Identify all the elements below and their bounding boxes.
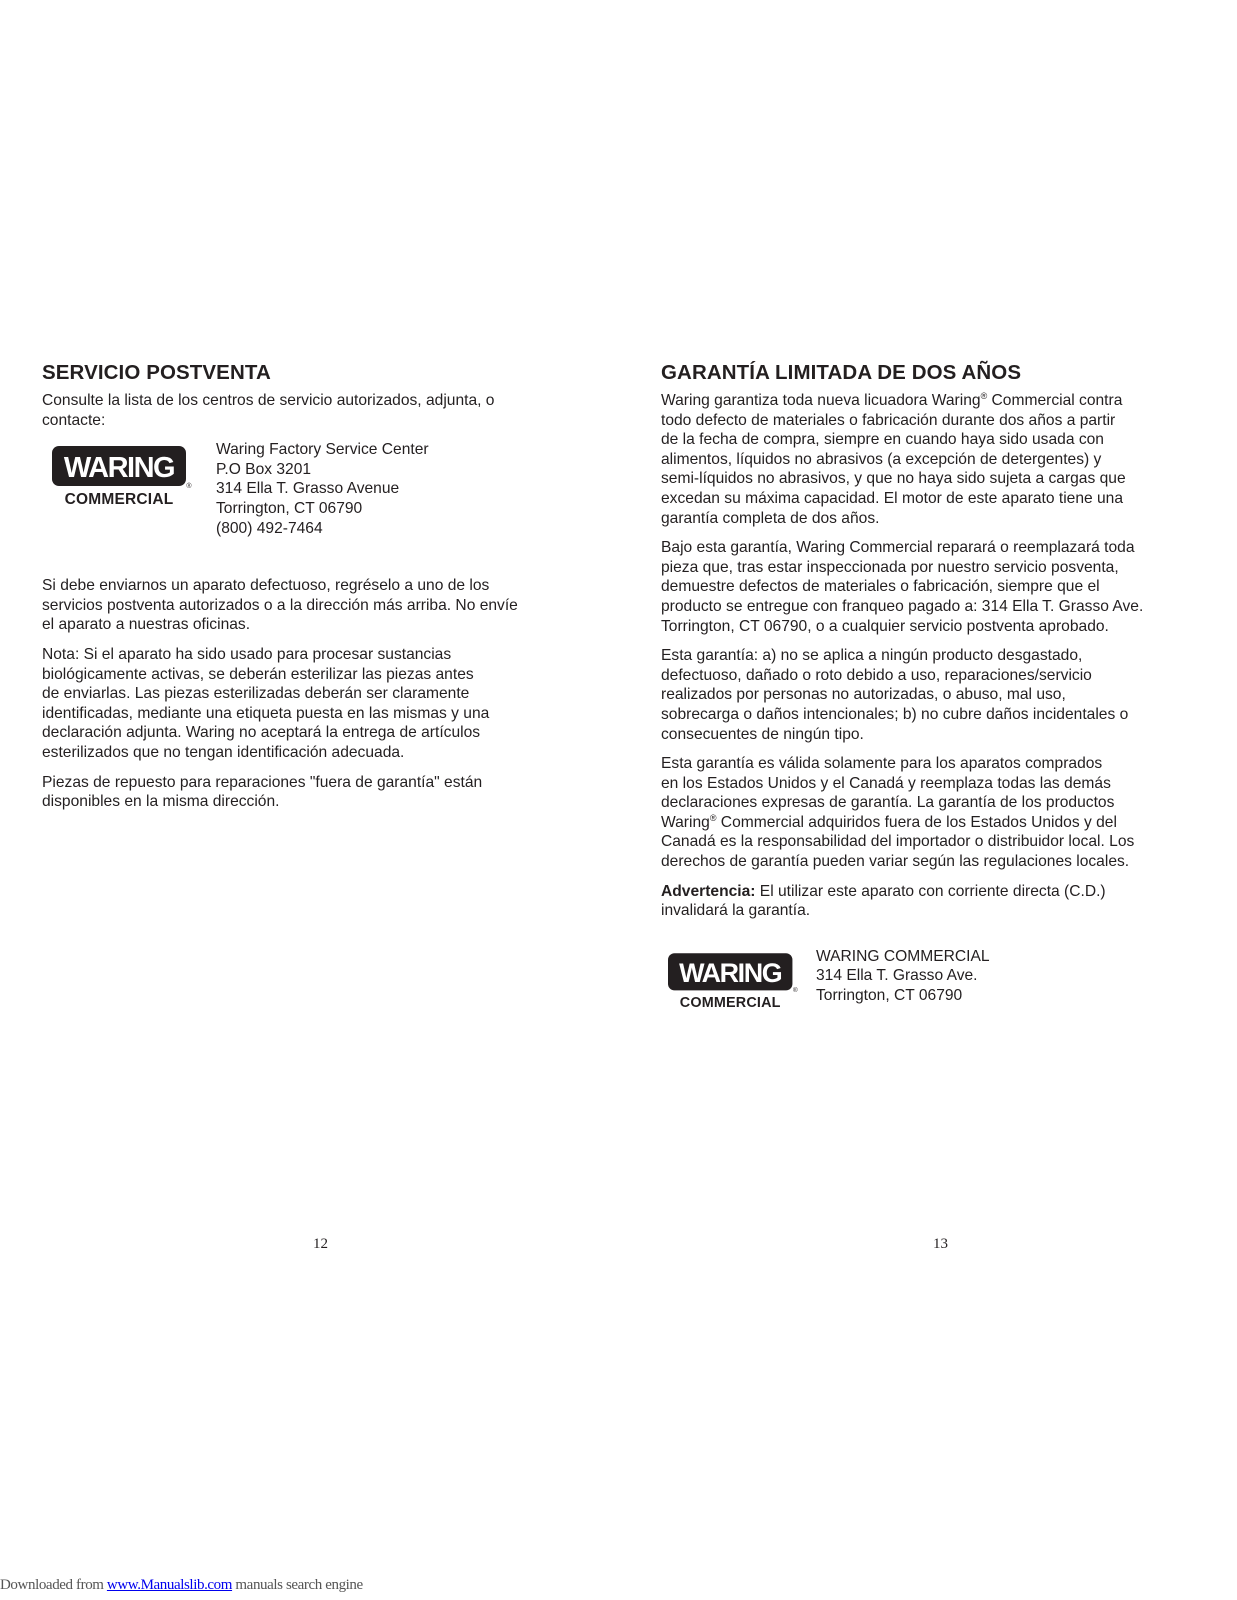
logo-line1: WARING (679, 957, 782, 988)
service-para-note: Nota: Si el aparato ha sido usado para procesar sustancias biológicamente activas, se deberán esterilizar las piezas antes de enviarlas. Las piezas esterilizadas deberán ser claramente identificadas, mediante una etiqueta puesta en las mismas y una declaración adjunta. Waring no aceptará la entrega de artículos esterilizados que no tengan identificación adecuada. (42, 645, 490, 761)
service-address-block (42, 440, 577, 538)
warranty-address-block (661, 947, 1206, 1011)
warranty-para-repair: Bajo esta garantía, Waring Commercial reparará o reemplazará toda pieza que, tras estar inspeccionada por nuestro servicio posventa, demuestre defectos de materiales o fabricación, siempre que el producto se entregue con franqueo pagado a: 314 Ella T. Grasso Ave. Torrington, CT 06790, o a cualquier servicio postventa aprobado. (661, 539, 1144, 635)
address-line: Torrington, CT 06790 (816, 987, 963, 1005)
address-line: 314 Ella T. Grasso Ave. (816, 967, 978, 985)
warranty-warning: Advertencia: El utilizar este aparato con corriente directa (C.D.) invalidará la garantía. (661, 882, 1106, 920)
phone-number: (800) 492-7464 (216, 519, 323, 537)
footer-prefix: Downloaded from (0, 1577, 107, 1593)
logo-line2: COMMERCIAL (679, 994, 781, 1011)
logo-registered-mark: ® (792, 987, 798, 995)
logo-registered-mark: ® (186, 483, 192, 491)
warranty-para-coverage: Waring garantiza toda nueva licuadora Waring® Commercial contra todo defecto de materiales o fabricación durante dos años a partir de la fecha de compra, siempre en cuando haya sido usada con alimentos, líquidos no abrasivos (a excepción de detergentes) y semi-líquidos no abrasivos, y que no haya sido sujeta a cargas que excedan su máxima capacidad. El motor de este aparato tiene una garantía completa de dos años. (661, 390, 1126, 527)
address-line: Torrington, CT 06790 (216, 499, 363, 517)
warranty-heading: GARANTÍA LIMITADA DE DOS AÑOS (661, 361, 1022, 384)
page-number-left: 12 (313, 1236, 328, 1252)
manualslib-link[interactable]: www.Manualslib.com (106, 1577, 233, 1593)
page-number-right: 13 (933, 1236, 948, 1252)
logo-line1: WARING (63, 452, 175, 485)
right-page (661, 360, 1206, 1011)
download-footer (0, 1577, 363, 1594)
service-heading: SERVICIO POSTVENTA (42, 361, 271, 384)
waring-commercial-logo (668, 953, 798, 1011)
warranty-para-exclusions: Esta garantía: a) no se aplica a ningún producto desgastado, defectuoso, dañado o roto debido a uso, reparaciones/servicio realizados por personas no autorizadas, o abuso, mal uso, sobrecarga o daños intencionales; b) no cubre daños incidentales o consecuentes de ningún tipo. (661, 647, 1129, 743)
warranty-para-validity: Esta garantía es válida solamente para los aparatos comprados en los Estados Unidos y el Canadá y reemplaza todas las demás declaraciones expresas de garantía. La garantía de los productos Waring® Commercial adquiridos fuera de los Estados Unidos y del Canadá es la responsabilidad del importador o distribuidor local. Los derechos de garantía pueden variar según las regulaciones locales. (661, 755, 1135, 871)
address-line: Waring Factory Service Center (216, 441, 429, 459)
left-page (42, 360, 577, 822)
service-intro: Consulte la lista de los centros de servicio autorizados, adjunta, o contacte: (42, 392, 495, 429)
footer-suffix: manuals search engine (232, 1577, 363, 1593)
service-para-return: Si debe enviarnos un aparato defectuoso, regréselo a uno de los servicios postventa autorizados o a la dirección más arriba. No envíe el aparato a nuestras oficinas. (42, 577, 518, 634)
warning-label: Advertencia: (661, 882, 756, 900)
logo-line2: COMMERCIAL (64, 491, 174, 509)
service-para-parts: Piezas de repuesto para reparaciones "fuera de garantía" están disponibles en la misma dirección. (42, 773, 483, 811)
warranty-address (816, 947, 990, 1006)
waring-commercial-logo (52, 446, 192, 508)
service-address (216, 440, 429, 538)
address-line: 314 Ella T. Grasso Avenue (216, 480, 400, 498)
address-line: WARING COMMERCIAL (816, 947, 990, 965)
address-line: P.O Box 3201 (216, 460, 312, 478)
